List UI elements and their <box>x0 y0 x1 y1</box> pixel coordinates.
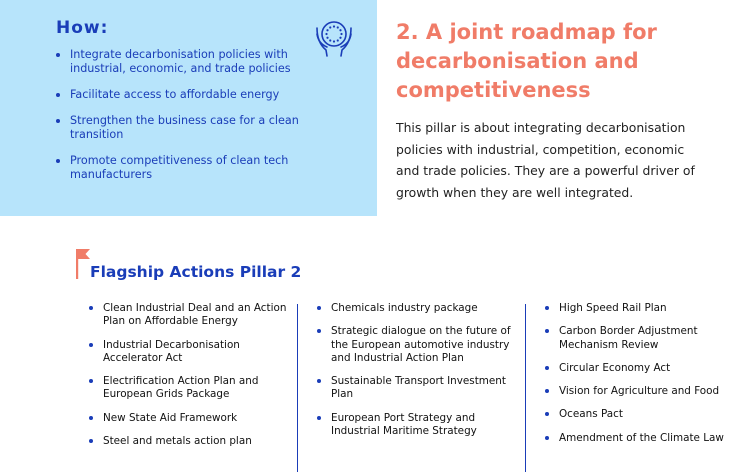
list-item: Strengthen the business case for a clean transition <box>56 114 310 142</box>
list-item: Vision for Agriculture and Food <box>545 385 735 398</box>
list-item: Amendment of the Climate Law <box>545 432 735 445</box>
list-item: Electrification Action Plan and European Grids Package <box>89 375 289 402</box>
list-item: Carbon Border Adjustment Mechanism Review <box>545 325 735 352</box>
how-list <box>56 48 310 194</box>
list-item: Strategic dialogue on the future of the European automotive industry and Industrial Action Plan <box>317 325 512 365</box>
list-item: Sustainable Transport Investment Plan <box>317 375 512 402</box>
list-item: Chemicals industry package <box>317 302 512 315</box>
column-divider <box>297 304 298 472</box>
pillar-title: 2. A joint roadmap for decarbonisation and competitiveness <box>396 20 657 102</box>
list-item: Oceans Pact <box>545 408 735 421</box>
how-title: How: <box>56 18 109 38</box>
flagship-column-2 <box>317 302 512 448</box>
flagship-column-1 <box>89 302 289 458</box>
list-item: Steel and metals action plan <box>89 435 289 448</box>
pillar-description: This pillar is about integrating decarbonisation policies with industrial, competition, economic and trade policies. They are a powerful driver of growth when they are well integrated. <box>396 120 695 200</box>
list-item: Clean Industrial Deal and an Action Plan on Affordable Energy <box>89 302 289 329</box>
hands-holding-eu-stars-icon <box>312 14 356 58</box>
list-item: Facilitate access to affordable energy <box>56 88 310 102</box>
list-item: New State Aid Framework <box>89 412 289 425</box>
list-item: Circular Economy Act <box>545 362 735 375</box>
how-panel <box>0 0 377 216</box>
list-item: European Port Strategy and Industrial Maritime Strategy <box>317 412 512 439</box>
column-divider <box>525 304 526 472</box>
list-item: Industrial Decarbonisation Accelerator Act <box>89 339 289 366</box>
list-item: High Speed Rail Plan <box>545 302 735 315</box>
flagship-column-3 <box>545 302 735 455</box>
list-item: Integrate decarbonisation policies with industrial, economic, and trade policies <box>56 48 310 76</box>
list-item: Promote competitiveness of clean tech manufacturers <box>56 154 310 182</box>
flag-icon <box>76 249 90 279</box>
flagship-title: Flagship Actions Pillar 2 <box>90 263 302 281</box>
